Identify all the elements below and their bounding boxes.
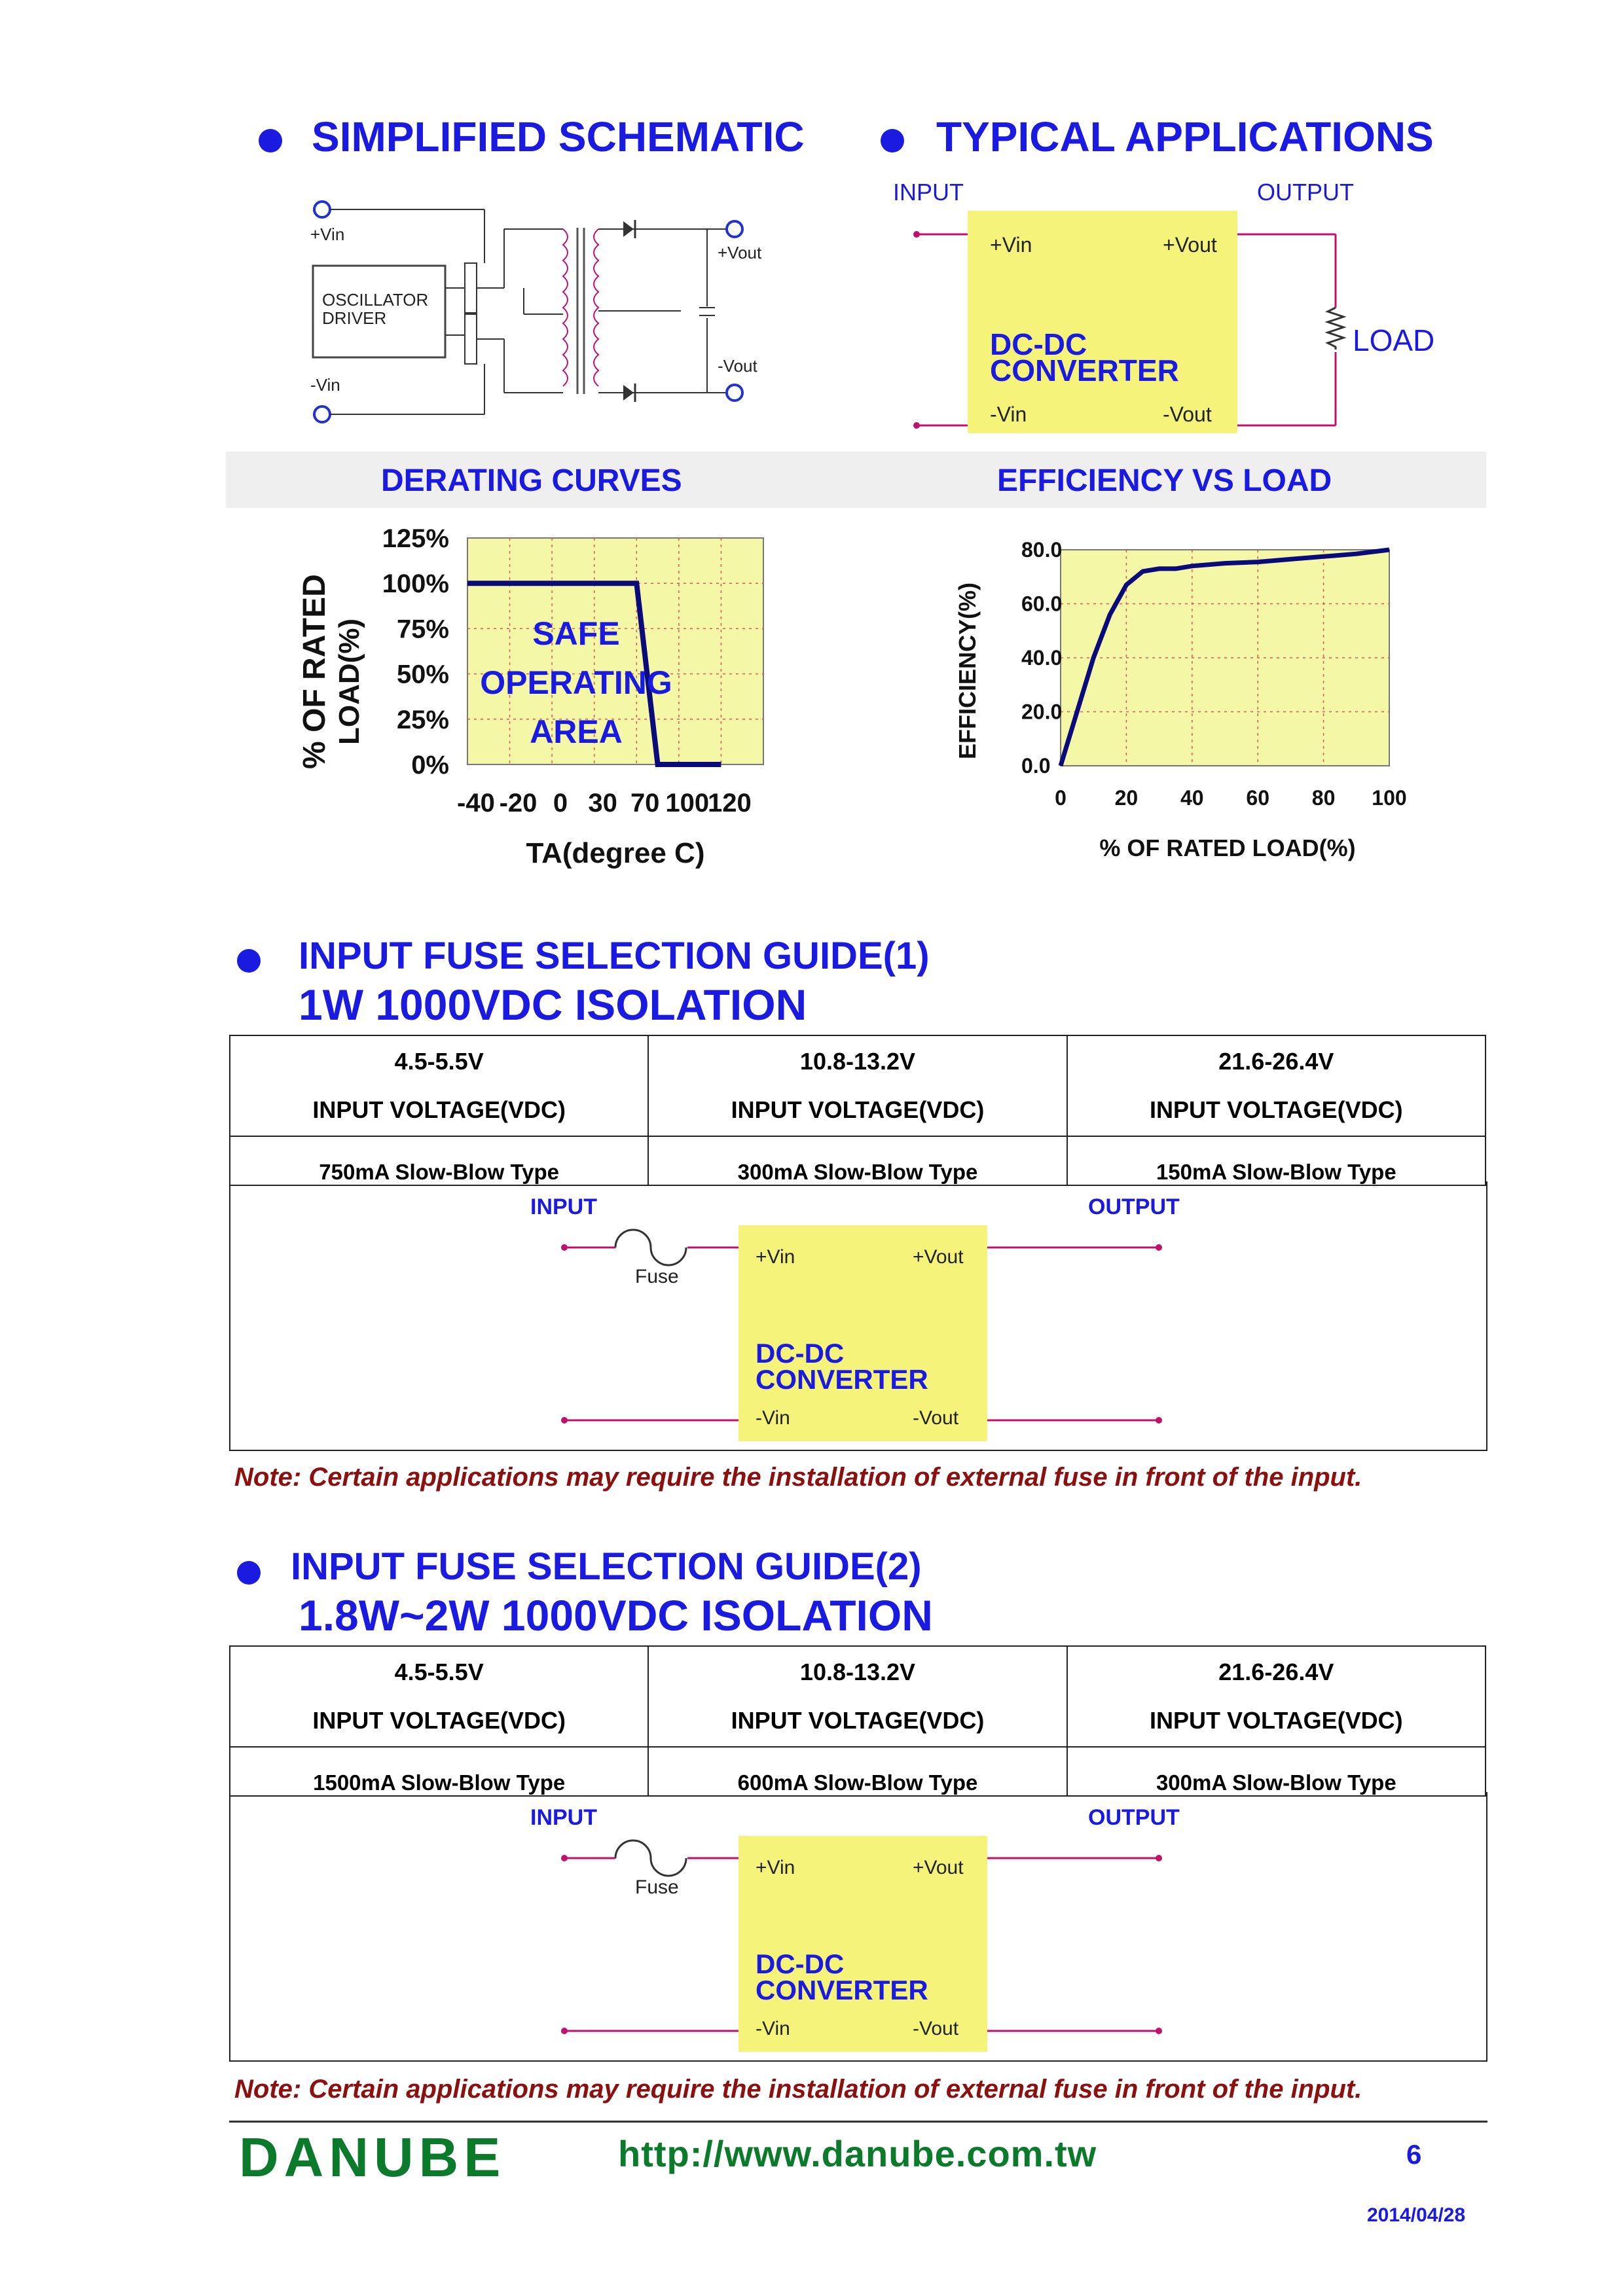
footer-divider [229,2121,1487,2123]
efficiency-y-tick: 20.0 [1021,700,1063,724]
guide1-fuse-cell: 750mA Slow-Blow Type [230,1136,648,1185]
app-vout-plus: +Vout [1163,233,1217,257]
guide2-fuse-diagram [511,1795,1192,2057]
efficiency-ylabel: EFFICIENCY(%) [954,583,981,759]
schematic-vin-minus-label: -Vin [310,375,340,395]
guide2-title: INPUT FUSE SELECTION GUIDE(2) [291,1545,922,1588]
guide2-fuse-cell: 300mA Slow-Blow Type [1067,1747,1486,1796]
efficiency-x-tick: 100 [1372,786,1407,810]
footer-date: 2014/04/28 [1367,2204,1466,2226]
bullet-icon [259,129,282,152]
guide2-vin-minus: -Vin [756,2018,790,2039]
app-load-label: LOAD [1353,323,1435,357]
guide2-output-label: OUTPUT [1088,1805,1180,1830]
guide1-voltage-cell: 4.5-5.5V INPUT VOLTAGE(VDC) [230,1035,648,1136]
app-output-label: OUTPUT [1257,179,1354,206]
guide1-vout-minus: -Vout [913,1407,959,1429]
guide1-subtitle: 1W 1000VDC ISOLATION [299,980,807,1029]
efficiency-y-tick: 60.0 [1021,592,1063,616]
derating-y-tick: 125% [382,524,449,553]
app-input-label: INPUT [893,179,964,206]
derating-y-tick: 50% [396,660,449,689]
derating-x-tick: -20 [499,789,538,817]
guide1-table [229,1035,1486,1186]
efficiency-chart-title: EFFICIENCY VS LOAD [997,463,1332,498]
guide1-vin-minus: -Vin [756,1407,790,1429]
efficiency-x-tick: 0 [1055,786,1067,810]
guide2-subtitle: 1.8W~2W 1000VDC ISOLATION [299,1591,933,1640]
guide1-vout-plus: +Vout [913,1246,964,1268]
app-vin-plus: +Vin [990,233,1032,257]
efficiency-xlabel: % OF RATED LOAD(%) [1099,834,1356,861]
resistor-icon [1328,308,1343,350]
guide1-fuse-cell: 300mA Slow-Blow Type [648,1136,1067,1185]
derating-x-tick: 120 [707,789,752,817]
efficiency-y-tick: 40.0 [1021,646,1063,670]
oscillator-label: OSCILLATOR [322,290,429,310]
efficiency-y-tick: 0.0 [1021,754,1051,778]
guide1-conv-line2: CONVERTER [756,1364,928,1395]
derating-x-tick: 0 [553,789,568,817]
schematic-vout-minus-label: -Vout [718,356,757,376]
guide2-note: Note: Certain applications may require the installation of external fuse in front of the input. [234,2075,1362,2104]
derating-x-tick: 100 [665,789,710,817]
derating-chart [288,511,838,890]
derating-annotation-3: AREA [530,713,623,750]
guide2-input-label: INPUT [530,1805,597,1830]
efficiency-x-tick: 80 [1311,786,1336,810]
bullet-icon [237,1561,261,1585]
efficiency-x-tick: 20 [1114,786,1139,810]
fuse-icon [615,1230,686,1265]
bullet-icon [881,129,904,152]
derating-ylabel-line2: LOAD(%) [333,618,365,745]
guide2-conv-line1: DC-DC [756,1948,845,1979]
guide2-fuse-label: Fuse [635,1876,679,1898]
app-vout-minus: -Vout [1163,403,1212,426]
guide2-fuse-cell: 1500mA Slow-Blow Type [230,1747,648,1796]
guide2-conv-line2: CONVERTER [756,1975,928,2005]
guide1-output-label: OUTPUT [1088,1194,1180,1219]
efficiency-x-tick: 40 [1180,786,1204,810]
guide2-vout-minus: -Vout [913,2018,959,2039]
guide2-voltage-cell: 4.5-5.5V INPUT VOLTAGE(VDC) [230,1646,648,1747]
guide1-voltage-cell: 21.6-26.4V INPUT VOLTAGE(VDC) [1067,1035,1486,1136]
efficiency-x-tick: 60 [1246,786,1269,810]
app-vin-minus: -Vin [990,403,1027,426]
guide1-title: INPUT FUSE SELECTION GUIDE(1) [299,935,930,977]
derating-annotation-1: SAFE [532,615,620,652]
guide1-voltage-cell: 10.8-13.2V INPUT VOLTAGE(VDC) [648,1035,1067,1136]
simplified-schematic [288,190,799,439]
page-number: 6 [1406,2139,1422,2170]
guide2-fuse-cell: 600mA Slow-Blow Type [648,1747,1067,1796]
guide1-fuse-label: Fuse [635,1266,679,1287]
guide1-fuse-cell: 150mA Slow-Blow Type [1067,1136,1486,1185]
schematic-vout-plus-label: +Vout [718,243,762,262]
applications-title: TYPICAL APPLICATIONS [936,113,1434,160]
guide2-voltage-cell: 21.6-26.4V INPUT VOLTAGE(VDC) [1067,1646,1486,1747]
derating-y-tick: 75% [396,615,449,644]
derating-y-tick: 25% [396,705,449,734]
derating-chart-title: DERATING CURVES [381,463,682,498]
guide2-vout-plus: +Vout [913,1857,964,1878]
schematic-vin-plus-label: +Vin [310,224,345,244]
guide1-vin-plus: +Vin [756,1246,795,1268]
derating-x-tick: 30 [588,789,617,817]
typical-application-diagram [877,170,1493,445]
efficiency-y-tick: 80.0 [1021,538,1063,562]
guide1-conv-line1: DC-DC [756,1338,845,1369]
derating-xlabel: TA(degree C) [526,837,705,869]
bullet-icon [237,949,261,973]
efficiency-chart [943,524,1414,877]
footer-url[interactable]: http://www.danube.com.tw [618,2133,1097,2174]
guide1-note: Note: Certain applications may require the installation of external fuse in front of the input. [234,1463,1362,1492]
derating-y-tick: 0% [411,751,449,780]
derating-x-tick: 70 [630,789,660,817]
guide2-table [229,1645,1486,1797]
guide2-voltage-cell: 10.8-13.2V INPUT VOLTAGE(VDC) [648,1646,1067,1747]
guide1-input-label: INPUT [530,1194,597,1219]
derating-annotation-2: OPERATING [480,664,672,701]
brand-logo: DANUBE [239,2126,506,2188]
derating-y-tick: 100% [382,569,449,599]
driver-label: DRIVER [322,308,387,328]
schematic-title: SIMPLIFIED SCHEMATIC [312,113,805,160]
guide2-vin-plus: +Vin [756,1857,795,1878]
derating-ylabel-line1: % OF RATED [297,574,332,769]
fuse-icon [615,1840,686,1876]
app-conv-line2: CONVERTER [990,353,1179,387]
derating-x-tick: -40 [457,789,495,817]
guide1-fuse-diagram [511,1185,1192,1446]
app-conv-line1: DC-DC [990,327,1087,361]
